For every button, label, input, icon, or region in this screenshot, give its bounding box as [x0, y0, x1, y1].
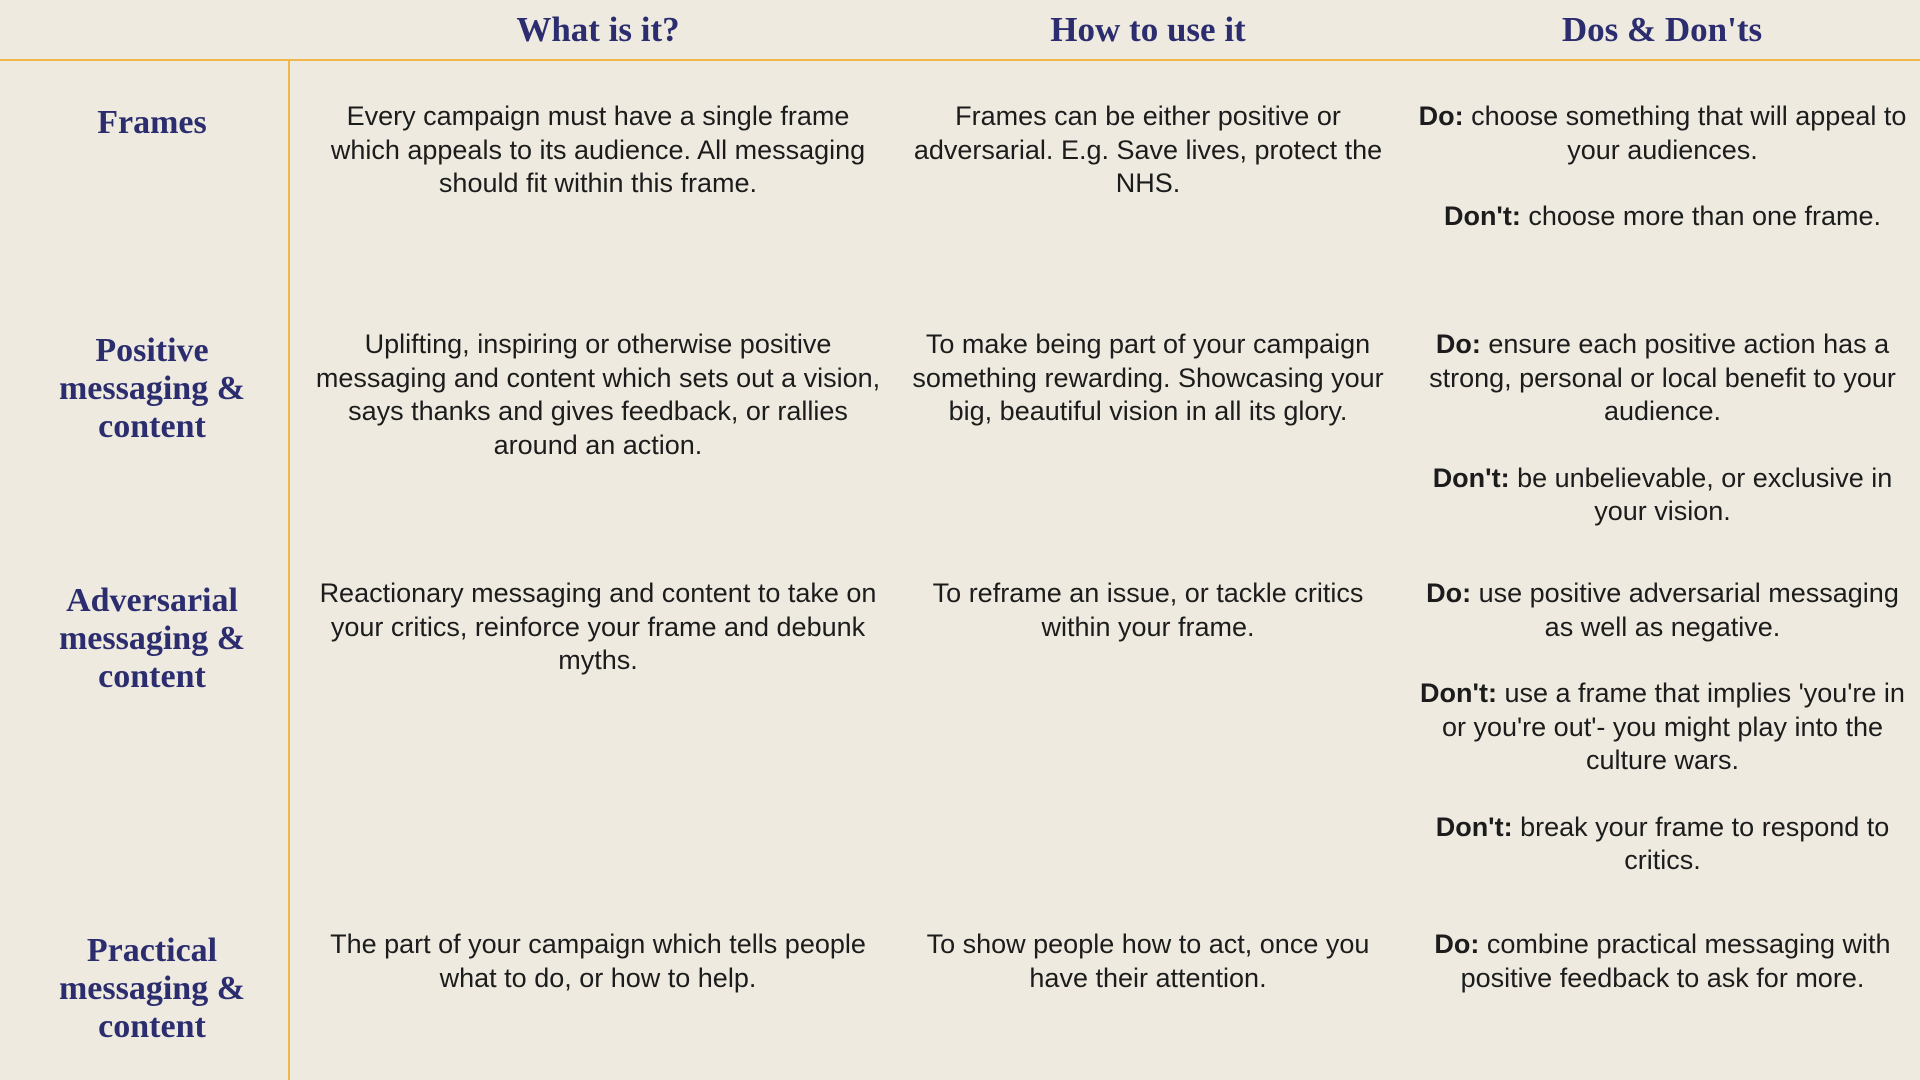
- column-header-how: How to use it: [1050, 10, 1246, 49]
- dont-item: [1410, 811, 1915, 878]
- row-label-adversarial-messaging: Adversarial messaging & content: [58, 582, 246, 695]
- what-cell-positive-messaging: Uplifting, inspiring or otherwise positive messaging and content which sets out a vision, says thanks and gives feedback, or rallies around an action.: [315, 329, 881, 460]
- do-item: [1410, 328, 1915, 429]
- dont-text: choose more than one frame.: [1520, 201, 1882, 231]
- dont-item: [1410, 462, 1915, 529]
- dont-prefix: Don't:: [1432, 462, 1510, 493]
- dos-cell-adversarial-messaging: [1410, 577, 1915, 878]
- do-text: ensure each positive action has a strong, personal or local benefit to your audience.: [1429, 329, 1896, 426]
- what-cell-adversarial-messaging: Reactionary messaging and content to take on your critics, reinforce your frame and debunk myths.: [319, 578, 877, 675]
- do-item: [1410, 928, 1915, 995]
- what-cell-frames: Every campaign must have a single frame which appeals to its audience. All messaging should fit within this frame.: [330, 101, 866, 198]
- how-cell-practical-messaging: To show people how to act, once you have their attention.: [926, 929, 1370, 993]
- do-prefix: Do:: [1435, 329, 1481, 359]
- do-text: combine practical messaging with positive feedback to ask for more.: [1460, 929, 1891, 993]
- dos-cell-positive-messaging: [1410, 328, 1915, 529]
- dont-item: [1410, 677, 1915, 778]
- do-item: [1410, 100, 1915, 167]
- do-text: use positive adversarial messaging as well as negative.: [1471, 578, 1899, 642]
- column-header-dos: Dos & Don'ts: [1561, 10, 1763, 49]
- dont-prefix: Don't:: [1435, 811, 1513, 842]
- do-prefix: Do:: [1418, 101, 1464, 131]
- do-prefix: Do:: [1426, 578, 1472, 608]
- what-cell-practical-messaging: The part of your campaign which tells people what to do, or how to help.: [330, 929, 866, 993]
- dont-text: break your frame to respond to critics.: [1512, 811, 1890, 875]
- do-item: [1410, 577, 1915, 644]
- row-label-divider: [288, 59, 290, 1080]
- column-header-what: What is it?: [516, 10, 680, 49]
- how-cell-adversarial-messaging: To reframe an issue, or tackle critics within your frame.: [932, 578, 1364, 642]
- row-label-positive-messaging: Positive messaging & content: [58, 332, 246, 445]
- how-cell-frames: Frames can be either positive or adversarial. E.g. Save lives, protect the NHS.: [913, 101, 1383, 198]
- dos-cell-frames: [1410, 100, 1915, 234]
- dont-text: use a frame that implies 'you're in or you're out'- you might play into the culture wars.: [1441, 678, 1905, 775]
- dos-cell-practical-messaging: [1410, 928, 1915, 995]
- do-text: choose something that will appeal to your audiences.: [1463, 101, 1907, 165]
- do-prefix: Do:: [1434, 929, 1480, 959]
- dont-prefix: Don't:: [1443, 201, 1521, 231]
- dont-text: be unbelievable, or exclusive in your vision.: [1509, 462, 1893, 526]
- dont-item: [1410, 200, 1915, 234]
- dont-prefix: Don't:: [1420, 678, 1497, 708]
- row-label-frames: Frames: [97, 104, 207, 141]
- how-cell-positive-messaging: To make being part of your campaign something rewarding. Showcasing your big, beautiful vision in all its glory.: [912, 329, 1384, 426]
- row-label-practical-messaging: Practical messaging & content: [58, 932, 246, 1045]
